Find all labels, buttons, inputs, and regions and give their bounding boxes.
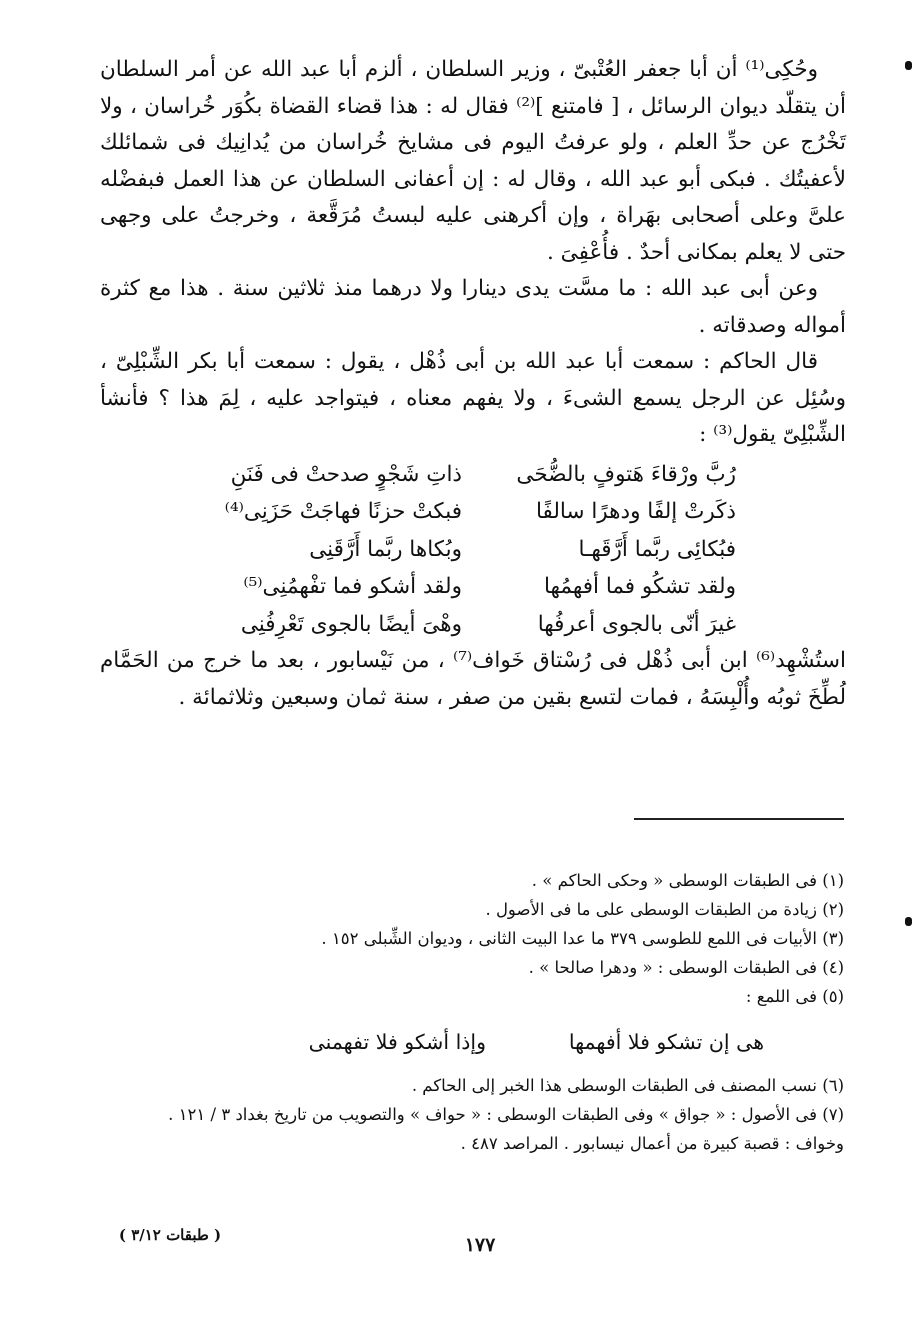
margin-dot-mark [905, 917, 912, 926]
paragraph-1: وحُكِى⁽¹⁾ أن أبا جعفر العُتْبىّ ، وزير السلطان ، ألزم أبا عبد الله عن أمر السلطان أن يتقلّد ديوان الرسائل ، [ فامتنع ]⁽²⁾ فقال له : هذا قضاء القضاة بكُوَر خُراسان ، ولا تَخْرُج عن حدِّ العلم ، ولو عرفتُ اليوم فى مشايخ خُراسان من يُدانِيك فى شمائلك لأعفيتُك . فبكى أبو عبد الله ، وقال له : إن أعفانى السلطان عن هذا العمل فبفضْله علىَّ وعلى أصحابى بهَراة ، وإن أكرهنى عليه لبستُ مُرَقَّعة ، وخرجتُ على وجهى حتى لا يعلم بمكانى أحدٌ . فأُعْفِىَ . [100, 57, 846, 265]
verse-first-hemistich: ذكَرتْ إلفًا ودهرًا سالفًا [535, 499, 736, 524]
footnote-4: (٤) فى الطبقات الوسطى : « ودهرا صالحا » . [528, 958, 844, 977]
verse-second-hemistich: ذاتِ شَجْوٍ صدحتْ فى فَنَنِ [230, 461, 462, 487]
poem-verse-1 [100, 456, 736, 494]
verse-first-hemistich: ولقد تشكُو فما أفهمُها [543, 574, 736, 599]
footnote-5-verse [100, 1011, 844, 1071]
verse-second-hemistich: ولقد أشكو فما تفْهمُنِى⁽⁵⁾ [243, 574, 462, 599]
footnote-7-continuation: وخواف : قصبة كبيرة من أعمال نيسابور . المراصد ٤٨٧ . [460, 1134, 844, 1153]
page-number: ١٧٧ [464, 1234, 496, 1256]
poem-verse-3 [100, 531, 736, 569]
verse-second-hemistich: فبكتْ حزنًا فهاجَتْ حَزَنِى⁽⁴⁾ [224, 499, 462, 524]
footnote-1: (١) فى الطبقات الوسطى « وحكى الحاكم » . [531, 871, 844, 890]
verse-first-hemistich: فبُكائِى ربَّما أَرَّقَهـا [578, 536, 736, 562]
verse-first-hemistich: رُبَّ ورْقاءَ هَتوفٍ بالضُّحَى [516, 461, 736, 487]
verse-second-hemistich: وبُكاها ربَّما أَرَّقَنِى [309, 536, 462, 562]
footnote-separator-rule [634, 818, 844, 820]
verse-second-hemistich: وإذا أشكو فلا تفهمنى [308, 1030, 486, 1054]
verse-first-hemistich: غيرَ أنّى بالجوى أعرفُها [537, 611, 736, 637]
poem [100, 456, 846, 644]
verse-first-hemistich: هى إن تشكو فلا أفهمها [568, 1030, 764, 1054]
margin-dot-mark [905, 61, 912, 70]
footnote-7: (٧) فى الأصول : « جواق » وفى الطبقات الوسطى : « حواف » والتصويب من تاريخ بغداد ٣ / ١٢١ . [168, 1105, 844, 1124]
paragraph-closing: استُشْهِد⁽⁶⁾ ابن أبى ذُهْل فى رُسْتاق خَواف⁽⁷⁾ ، من نَيْسابور ، بعد ما خرج من الحَمَّام لُطِّخَ ثوبُه وأُلْبِسَهُ ، فمات لتسع بقين من صفر ، سنة ثمان وسبعين وثلاثمائة . [100, 648, 846, 710]
poem-verse-2 [100, 493, 736, 531]
verse-second-hemistich: وهْىَ أيضًا بالجوى تَعْرِفُنِى [240, 611, 462, 637]
paragraph-3: قال الحاكم : سمعت أبا عبد الله بن أبى ذُهْل ، يقول : سمعت أبا بكر الشِّبْلِىّ ، وسُئِل عن الرجل يسمع الشىءَ ، ولا يفهم معناه ، فيتواجد عليه ، لِمَ هذا ؟ فأنشأ الشِّبْلِىّ يقول⁽³⁾ : [100, 349, 846, 447]
main-text-body [100, 52, 846, 716]
signature-mark: ( طبقات ٣/١٢ ) [118, 1226, 222, 1244]
footnote-3: (٣) الأبيات فى اللمع للطوسى ٣٧٩ ما عدا البيت الثانى ، وديوان الشِّبلى ١٥٢ . [321, 929, 844, 948]
footnote-6: (٦) نسب المصنف فى الطبقات الوسطى هذا الخبر إلى الحاكم . [411, 1076, 844, 1095]
footnotes [100, 866, 844, 1158]
poem-verse-4 [100, 568, 736, 606]
footnote-5: (٥) فى اللمع : [745, 987, 844, 1006]
footnote-2: (٢) زيادة من الطبقات الوسطى على ما فى الأصول . [485, 900, 844, 919]
paragraph-2: وعن أبى عبد الله : ما مسَّت يدى دينارا ولا درهما منذ ثلاثين سنة . هذا مع كثرة أمواله وصدقاته . [100, 276, 846, 338]
poem-verse-5 [100, 606, 736, 644]
